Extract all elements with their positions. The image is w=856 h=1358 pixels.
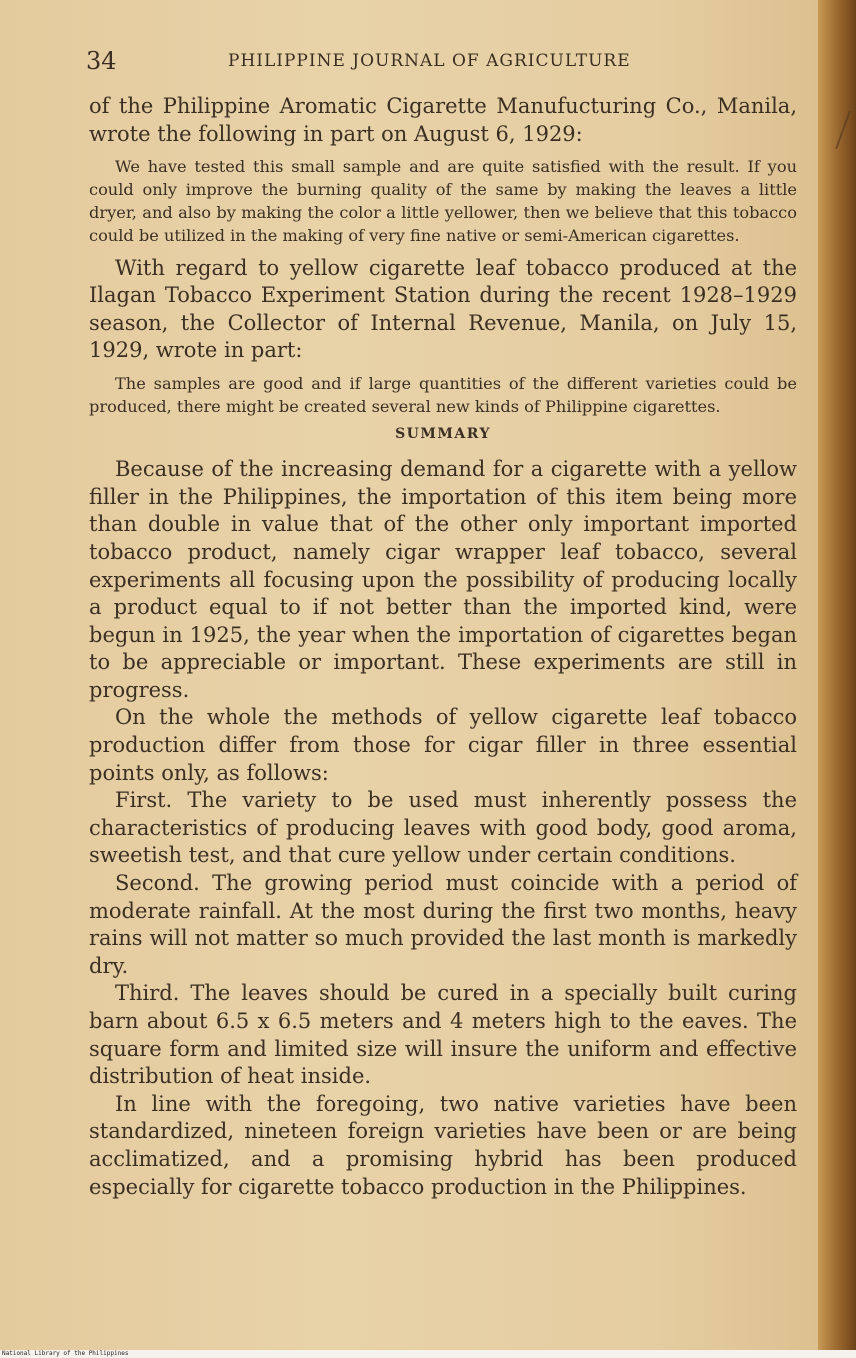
paragraph-third-point: Third. The leaves should be cured in a specially built curing barn about 6.5 x 6.5 meters and 4 meters high to the eaves. The square form and limited size will insure the uniform and effective distribution of heat inside. <box>89 981 797 1089</box>
library-credit: National Library of the Philippines <box>2 1350 129 1357</box>
book-spine-edge <box>818 0 856 1350</box>
paragraph-methods: On the whole the methods of yellow cigarette leaf tobacco production differ from those for cigar filler in three essential points only, as follows: <box>89 705 797 785</box>
journal-title: PHILIPPINE JOURNAL OF AGRICULTURE <box>228 51 631 71</box>
paragraph-continued: of the Philippine Aromatic Cigarette Manufucturing Co., Manila, wrote the following in part on August 6, 1929: <box>89 94 797 146</box>
page-number: 34 <box>86 47 117 75</box>
running-header <box>86 44 806 78</box>
paragraph-ilagan: With regard to yellow cigarette leaf tobacco produced at the Ilagan Tobacco Experiment Station during the recent 1928–1929 season, the Collector of Internal Revenue, Manila, on July 15, 1929, wrote in part: <box>89 255 797 363</box>
section-heading-summary: SUMMARY <box>395 426 491 443</box>
page-body <box>89 93 797 1201</box>
paragraph-first-point: First. The variety to be used must inherently possess the characteristics of producing leaves with good body, good aroma, sweetish test, and that cure yellow under certain conditions. <box>89 788 797 868</box>
block-quote-collector: The samples are good and if large quantities of the different varieties could be produced, there might be created several new kinds of Philippine cigarettes. <box>89 373 797 417</box>
paragraph-summary-intro: Because of the increasing demand for a cigarette with a yellow filler in the Philippines, the importation of this item being more than double in value that of the other only important imported tobacco product, namely cigar wrapper leaf tobacco, several experiments all focusing upon the possibility of producing locally a product equal to if not better than the imported kind, were begun in 1925, the year when the importation of cigarettes began to be appreciable or important. These experiments are still in progress. <box>89 457 797 702</box>
paragraph-conclusion: In line with the foregoing, two native varieties have been standardized, nineteen foreign varieties have been or are being acclimatized, and a promising hybrid has been produced especially for cigarette tobacco production in the Philippines. <box>89 1091 797 1199</box>
paragraph-second-point: Second. The growing period must coincide with a period of moderate rainfall. At the most during the first two months, heavy rains will not matter so much provided the last month is markedly dry. <box>89 871 797 978</box>
block-quote-manufacturer: We have tested this small sample and are quite satisfied with the result. If you could only improve the burning quality of the same by making the leaves a little dryer, and also by making the color a little yellower, then we believe that this tobacco could be utilized in the making of very fine native or semi-American cigarettes. <box>89 157 797 246</box>
